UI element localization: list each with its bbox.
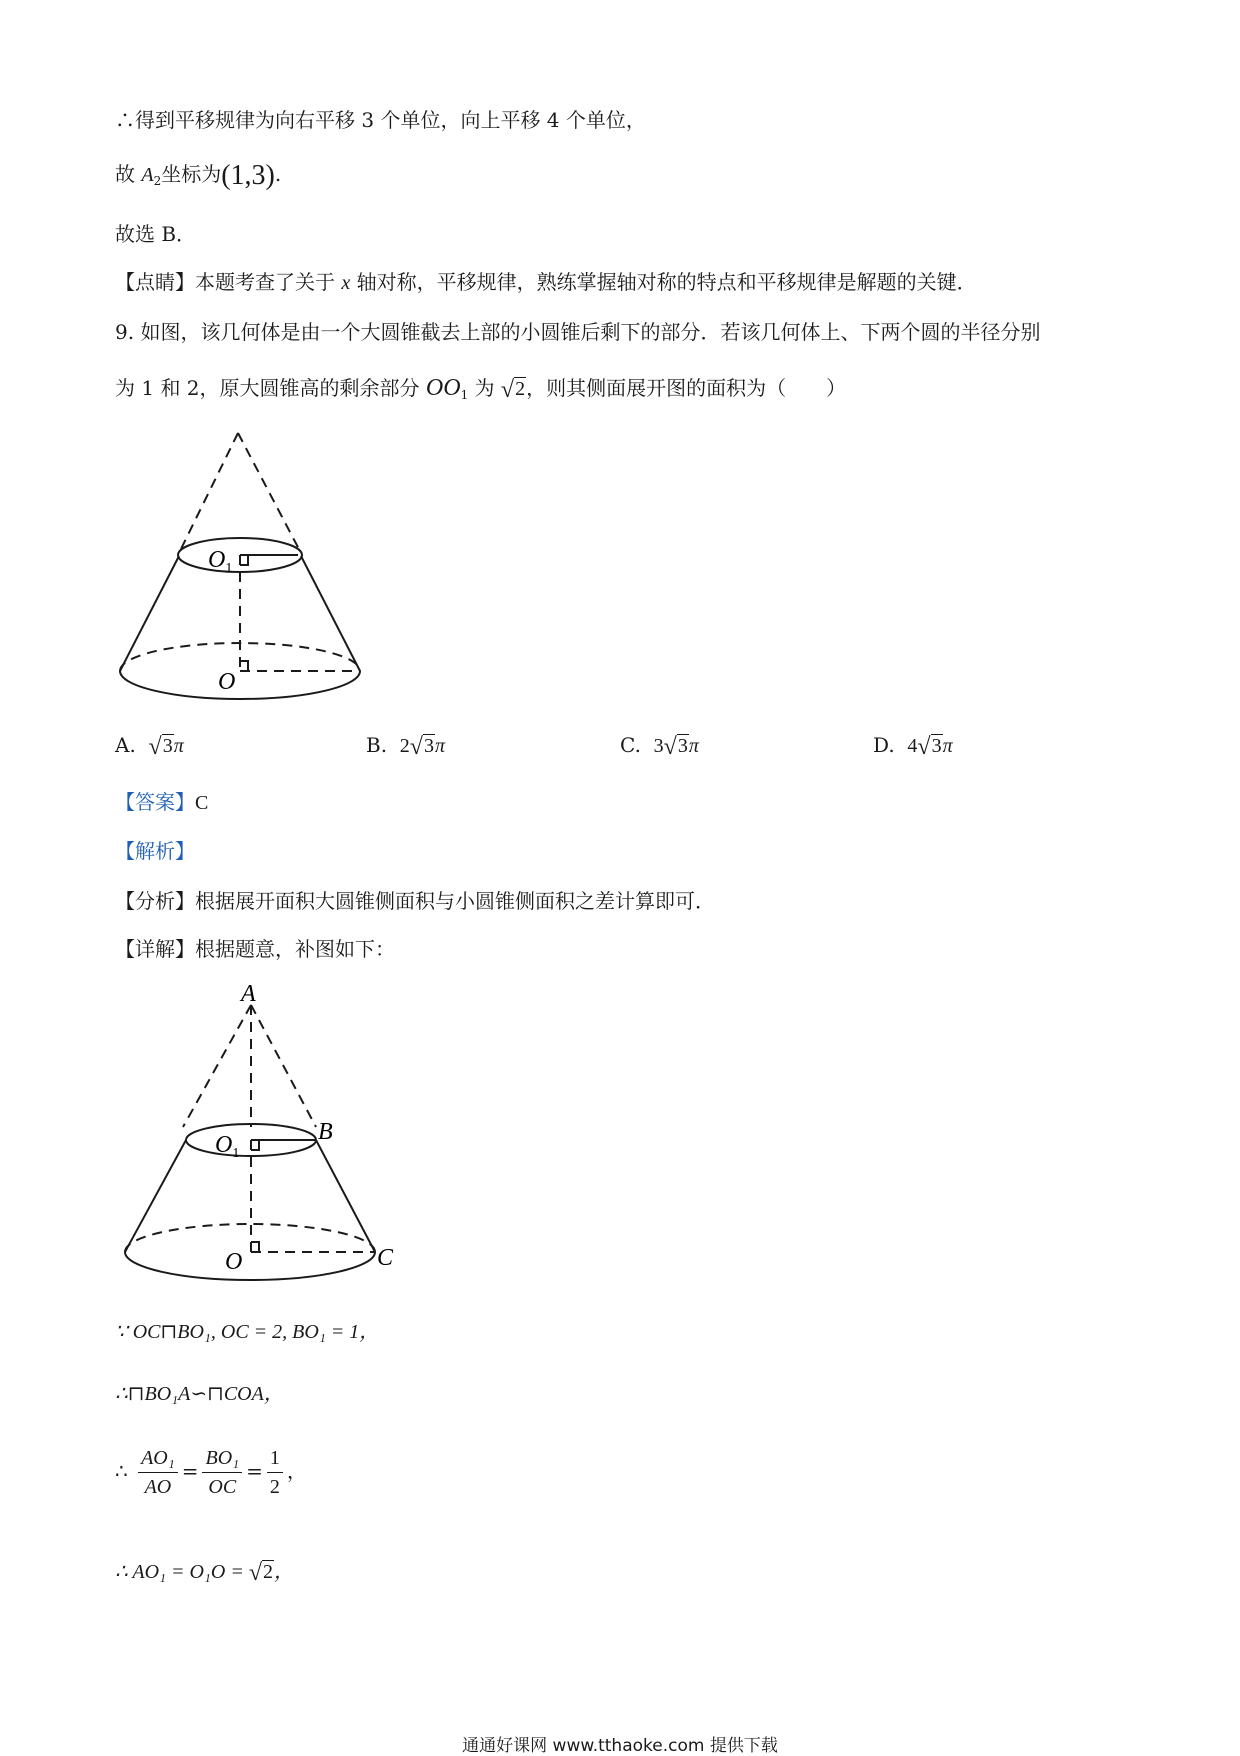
- text-fragment: .: [274, 162, 282, 186]
- label-o: O: [218, 669, 236, 695]
- question-9-line2: [115, 374, 846, 409]
- radicand: 3: [677, 735, 688, 757]
- choice-label: C.: [620, 733, 641, 757]
- text-fragment: ∴: [115, 1459, 135, 1483]
- numerator: 1: [267, 1444, 283, 1473]
- fraction: [202, 1444, 242, 1501]
- choice-c[interactable]: [620, 730, 699, 762]
- coordinate: (1,3): [221, 160, 275, 191]
- label-a: A: [241, 981, 256, 1007]
- xiangjie-line: [115, 935, 395, 963]
- choice-coef: 2: [399, 735, 410, 757]
- numerator: AO₁: [138, 1444, 178, 1473]
- text-fragment: 本题考查了关于: [195, 270, 342, 294]
- sqrt-expression: √2: [248, 1560, 273, 1586]
- subscript: 2: [153, 174, 162, 188]
- label-c: C: [377, 1245, 394, 1271]
- var-oo: OO: [425, 375, 461, 401]
- step-1: ∵ OC⊓BO₁, OC = 2, BO₁ = 1，: [115, 1321, 380, 1343]
- tag-analysis: 【解析】: [115, 839, 195, 863]
- choice-label: A.: [115, 733, 136, 757]
- answer-line: [115, 788, 208, 817]
- text-fragment: 故: [115, 162, 142, 186]
- denominator: 2: [269, 1476, 280, 1498]
- fraction: [267, 1444, 283, 1501]
- pi-symbol: π: [173, 735, 184, 757]
- choice-label: B.: [366, 733, 388, 757]
- text-fragment: 轴对称，平移规律，熟练掌握轴对称的特点和平移规律是解题的关键．: [350, 270, 977, 294]
- label-o1: $O_1$: [208, 547, 233, 576]
- choice-label: D.: [873, 733, 895, 757]
- denominator: OC: [208, 1476, 237, 1498]
- tag-answer: 【答案】: [115, 790, 195, 814]
- frustum-figure: [110, 425, 370, 705]
- radicand: 2: [262, 1561, 273, 1583]
- sqrt-expression: √3: [663, 734, 688, 760]
- footer-watermark: 通通好课网 www.tthaoke.com 提供下载: [462, 1736, 778, 1756]
- sqrt-expression: √3: [409, 734, 434, 760]
- var-x: x: [341, 272, 351, 294]
- text-fragment: 为 1 和 2，原大圆锥高的剩余部分: [115, 376, 426, 400]
- question-9-line1: 9. 如图，该几何体是由一个大圆锥截去上部的小圆锥后剩下的部分．若该几何体上、下两个圆的半径分别: [115, 320, 1041, 344]
- text-fragment: ，: [273, 1561, 294, 1583]
- pi-symbol: π: [942, 735, 953, 757]
- text-line-translation-rule: ∴得到平移规律为向右平移 3 个单位，向上平移 4 个单位，: [115, 108, 646, 132]
- choice-coef: 3: [653, 735, 664, 757]
- text-fragment: ，: [286, 1459, 307, 1483]
- tag-xiangjie: 【详解】: [115, 937, 195, 961]
- fraction: [138, 1444, 178, 1501]
- fenxi-text: 根据展开面积大圆锥侧面积与小圆锥侧面积之差计算即可．: [195, 889, 715, 913]
- step-4: [115, 1558, 294, 1587]
- text-line-dianjing: [115, 268, 977, 297]
- pi-symbol: π: [688, 735, 699, 757]
- choice-d[interactable]: [873, 730, 953, 762]
- text-line-a2-coordinate: [115, 160, 281, 195]
- numerator: BO₁: [202, 1444, 242, 1473]
- label-o1: $O_1$: [215, 1132, 240, 1161]
- text-fragment: 坐标为: [161, 162, 222, 186]
- sqrt-expression: √2: [500, 377, 526, 403]
- text-fragment: 为: [468, 376, 501, 400]
- choice-b[interactable]: [366, 730, 445, 762]
- radicand: 2: [515, 378, 526, 400]
- radicand: 3: [162, 735, 173, 757]
- step-3: ∴ $\frac{\text{AO₁}}{AO}$ = $\frac{\text{BO₁}}{OC}$ = $\frac{1}{2}$ ，: [115, 1440, 307, 1502]
- label-o: O: [225, 1249, 243, 1275]
- choice-coef: 4: [907, 735, 918, 757]
- tag-fenxi: 【分析】: [115, 889, 195, 913]
- answer-value: C: [195, 792, 209, 814]
- choice-a[interactable]: [115, 730, 184, 762]
- pi-symbol: π: [434, 735, 445, 757]
- denominator: AO: [144, 1476, 172, 1498]
- xiangjie-text: 根据题意，补图如下：: [195, 937, 395, 961]
- fenxi-line: [115, 887, 715, 915]
- radicand: 3: [423, 735, 434, 757]
- radicand: 3: [931, 735, 942, 757]
- tag-dianjing: 【点睛】: [115, 270, 195, 294]
- step-2: ∴⊓BO₁A∽⊓COA，: [115, 1383, 284, 1405]
- sqrt-expression: √3: [148, 734, 173, 760]
- text-fragment: ，则其侧面展开图的面积为（ ）: [526, 376, 847, 400]
- var-a: A: [141, 164, 154, 186]
- label-b: B: [318, 1119, 333, 1145]
- text-line-choose-b: 故选 B．: [115, 222, 197, 246]
- sqrt-expression: √3: [917, 734, 942, 760]
- subscript: 1: [460, 388, 469, 402]
- text-fragment: ∴ AO₁ = O₁O =: [115, 1561, 249, 1583]
- completed-cone-figure: [115, 975, 415, 1295]
